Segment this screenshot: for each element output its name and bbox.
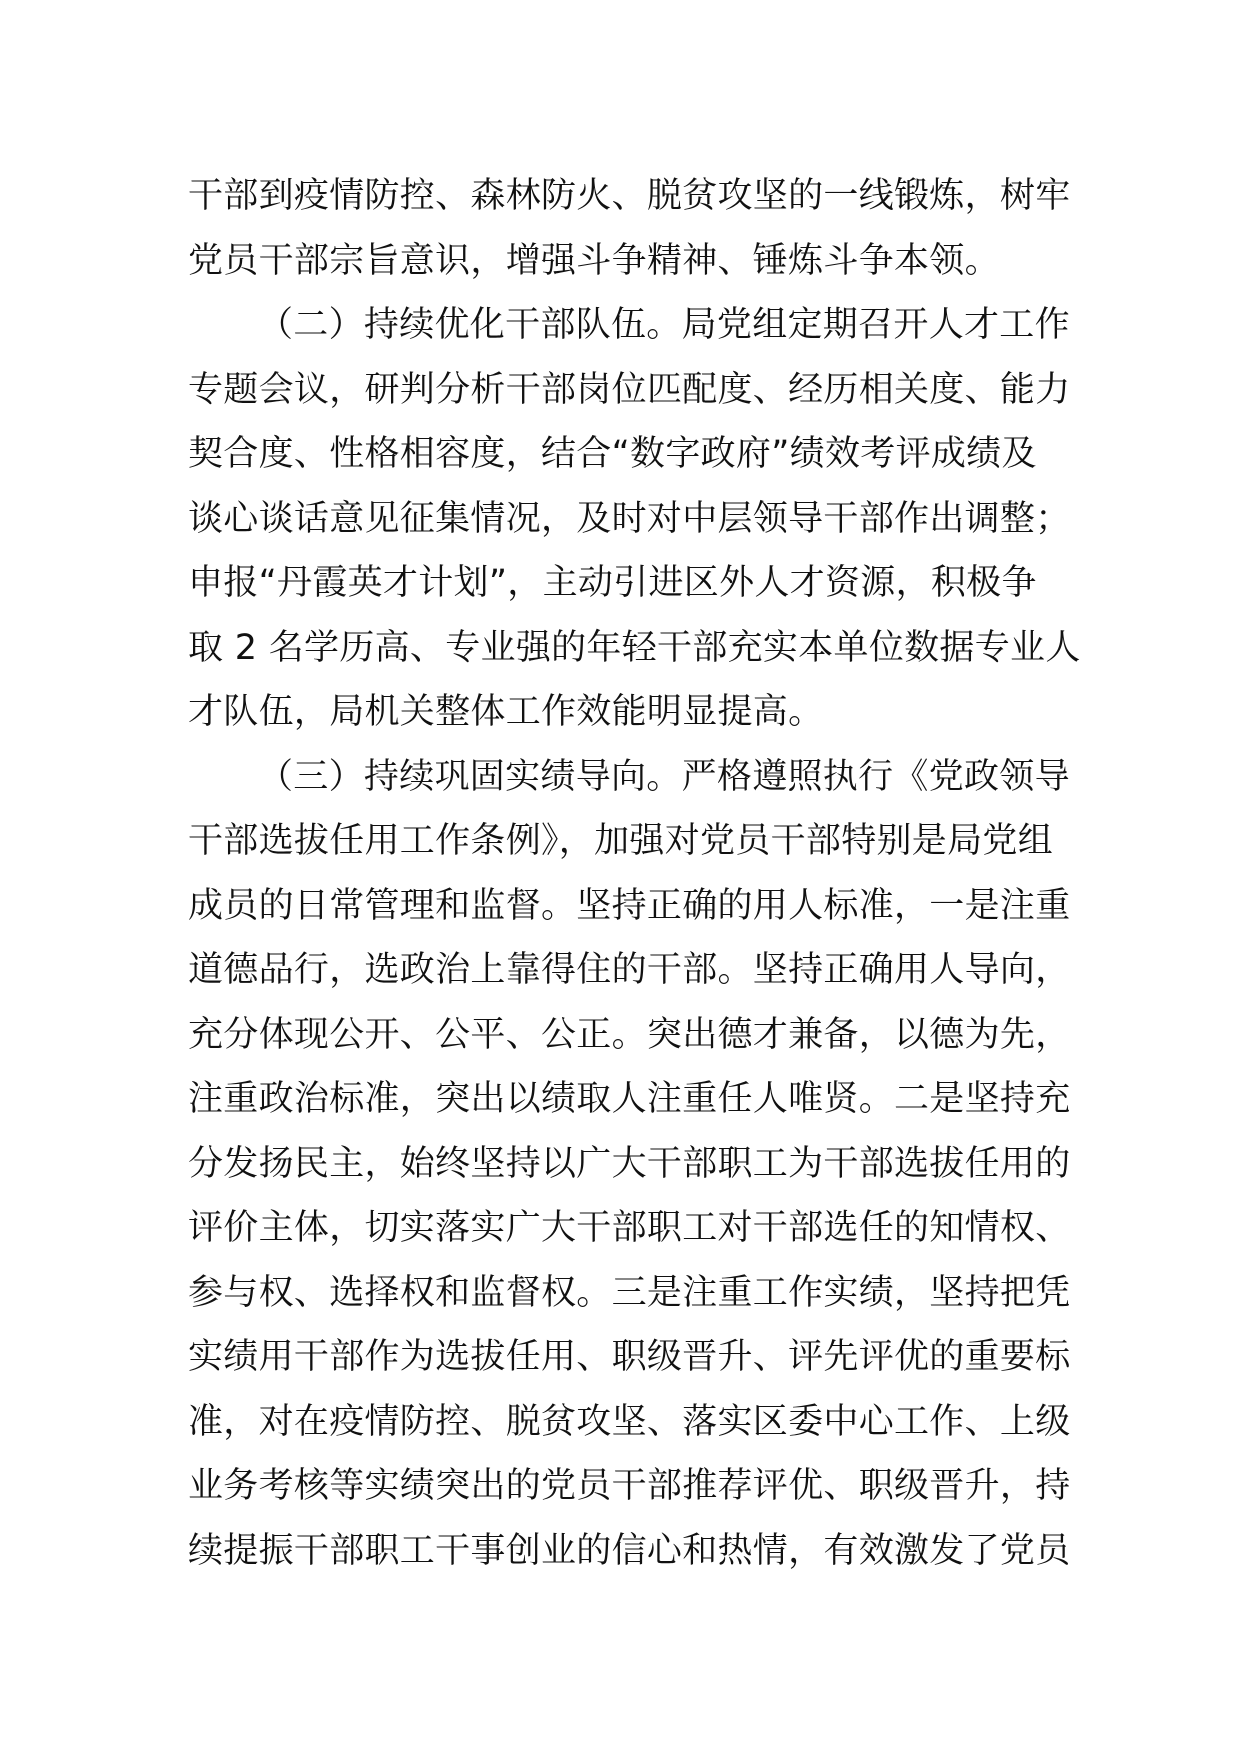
- text-line: 才队伍，局机关整体工作效能明显提高。: [188, 692, 824, 732]
- text-line: 续提振干部职工干事创业的信心和热情，有效激发了党员: [188, 1530, 1071, 1571]
- text-line: 谈心谈话意见征集情况，及时对中层领导干部作出调整；: [188, 498, 1071, 539]
- text-line: 成员的日常管理和监督。坚持正确的用人标准，一是注重: [188, 885, 1071, 926]
- text-line: 注重政治标准，突出以绩取人注重任人唯贤。二是坚持充: [188, 1079, 1071, 1119]
- text-line: 取 2 名学历高、专业强的年轻干部充实本单位数据专业人: [188, 627, 1081, 668]
- text-line: 业务考核等实绩突出的党员干部推荐评优、职级晋升，持: [188, 1466, 1071, 1506]
- text-line: 干部选拔任用工作条例》，加强对党员干部特别是局党组: [188, 821, 1054, 861]
- section-heading-line: （三）持续巩固实绩导向。严格遵照执行《党政领导: [258, 756, 1070, 797]
- text-line: 专题会议，研判分析干部岗位匹配度、经历相关度、能力: [188, 369, 1071, 410]
- text-line: 道德品行，选政治上靠得住的干部。坚持正确用人导向，: [188, 950, 1071, 990]
- text-line: 准，对在疫情防控、脱贫攻坚、落实区委中心工作、上级: [188, 1401, 1071, 1442]
- body-text: [188, 164, 1081, 1583]
- text-line: 充分体现公开、公平、公正。突出德才兼备，以德为先，: [188, 1014, 1071, 1055]
- text-line: 评价主体，切实落实广大干部职工对干部选任的知情权、: [188, 1208, 1071, 1248]
- text-line: 实绩用干部作为选拔任用、职级晋升、评先评优的重要标: [188, 1337, 1071, 1377]
- text-line: 党员干部宗旨意识，增强斗争精神、锤炼斗争本领。: [188, 240, 1000, 281]
- text-line: 分发扬民主，始终坚持以广大干部职工为干部选拔任用的: [188, 1143, 1071, 1184]
- section-heading-line: （二）持续优化干部队伍。局党组定期召开人才工作: [258, 305, 1070, 345]
- text-line: 参与权、选择权和监督权。三是注重工作实绩，坚持把凭: [188, 1272, 1071, 1313]
- text-line: 申报“丹霞英才计划”，主动引进区外人才资源，积极争: [188, 563, 1037, 603]
- text-line: 契合度、性格相容度，结合“数字政府”绩效考评成绩及: [188, 434, 1037, 474]
- text-line: 干部到疫情防控、森林防火、脱贫攻坚的一线锻炼，树牢: [188, 176, 1071, 216]
